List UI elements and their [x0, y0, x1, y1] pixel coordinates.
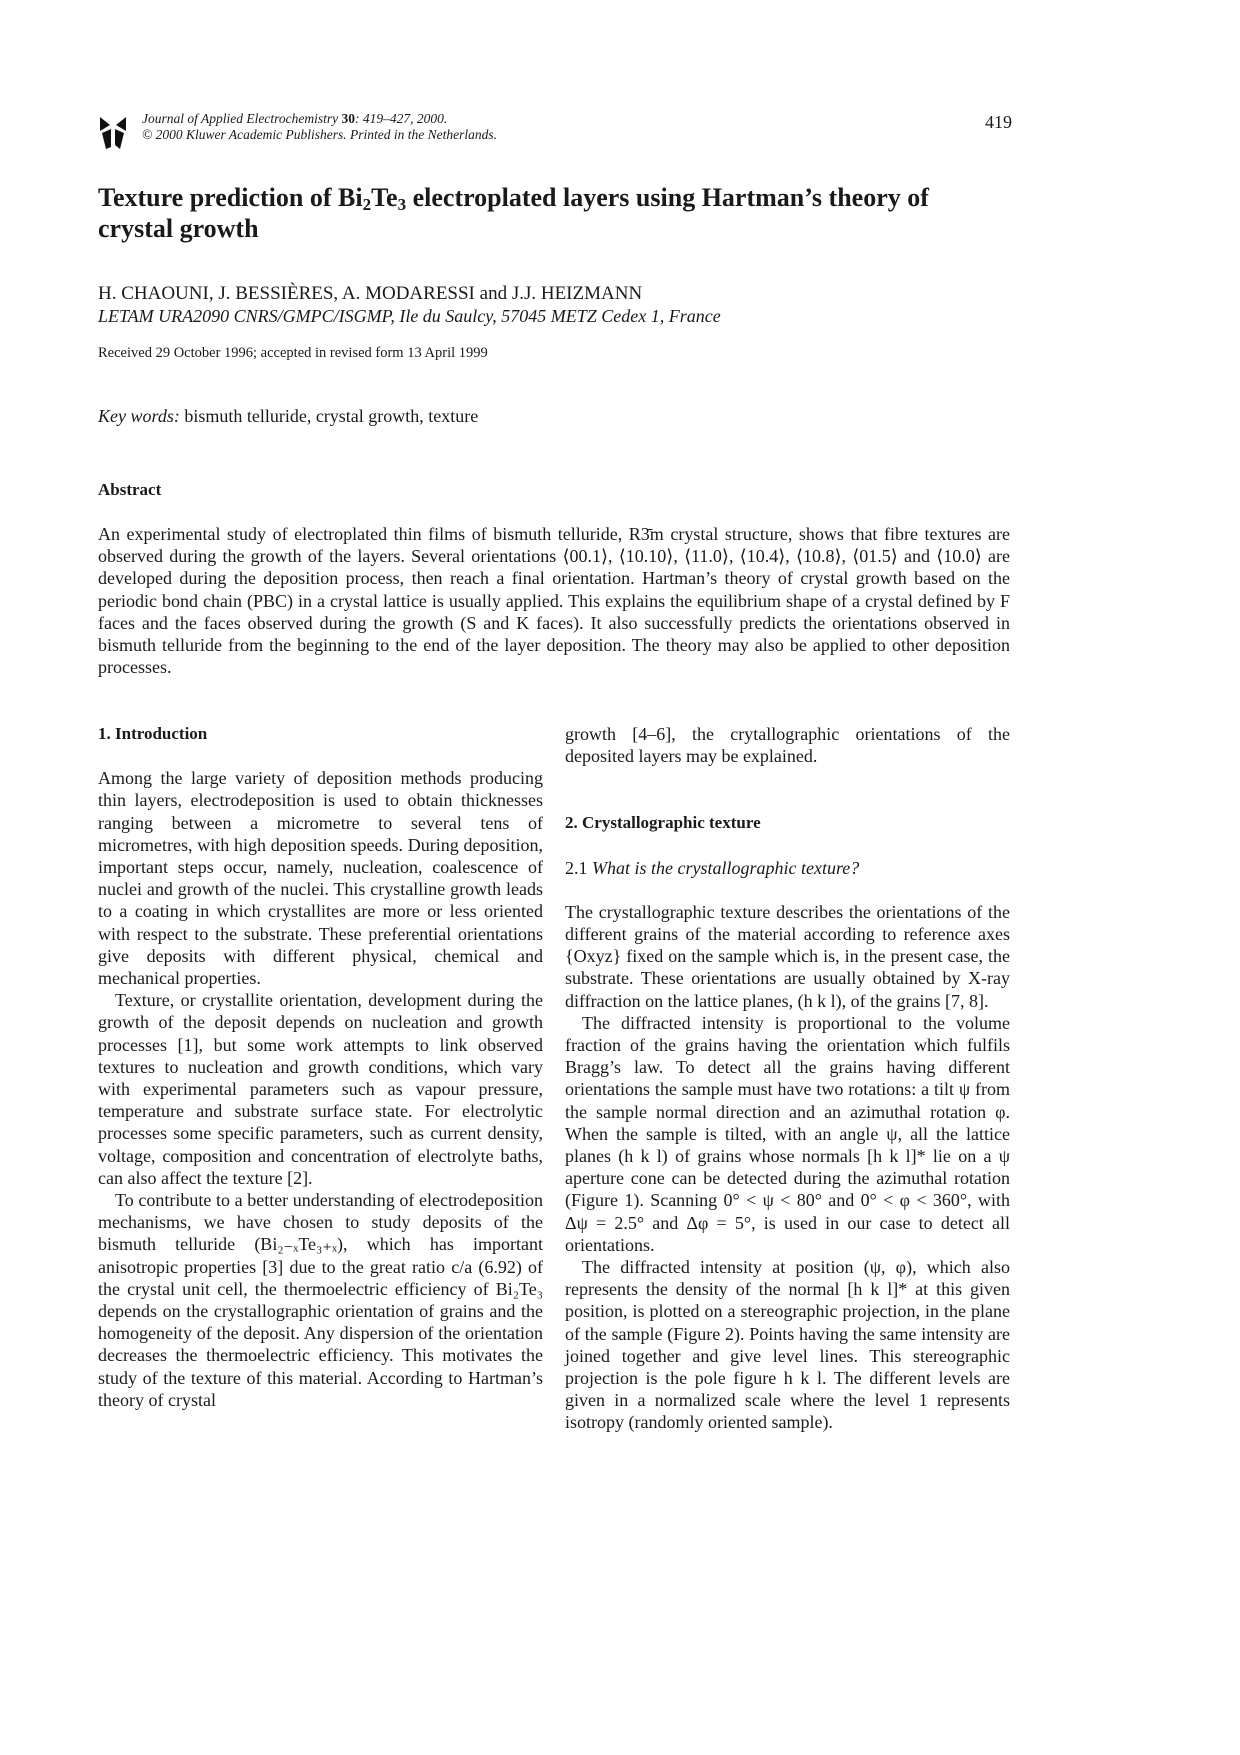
paper-title: Texture prediction of $Bi_2Te_3$ electroplated layers using Hartman’s theory of crystal growth	[98, 183, 929, 243]
page-number: 419	[985, 112, 1012, 132]
section-heading-introduction: 1. Introduction	[98, 724, 208, 743]
keywords-label: Key words:	[98, 406, 180, 426]
keywords-text: bismuth telluride, crystal growth, texture	[179, 406, 479, 426]
subsection-heading: 2.1 What is the crystallographic texture?	[565, 857, 860, 878]
paragraph: The diffracted intensity is proportional to the volume fraction of the grains having the orientation which fulfils Bragg’s law. To detect all the grains having different orientations the sample must have two rotations: a tilt ψ from the sample normal direction and an azimuthal rotation φ. When the sample is tilted, with an angle ψ, all the lattice planes (h k l) of grains whose normals [h k l]* lie on a ψ aperture cone can be detected during the azimuthal rotation (Figure 1). Scanning 0° < ψ < 80° and 0° < φ < 360°, with Δψ = 2.5° and Δφ = 5°, is used in our case to detect all orientations.	[565, 1012, 1010, 1255]
abstract-text: An experimental study of electroplated thin films of bismuth telluride, R3̄m crystal structure, shows that fibre textures are observed during the growth of the layers. Several orientations ⟨00.1⟩, ⟨10.10⟩, ⟨11.0⟩, ⟨10.4⟩, ⟨10.8⟩, ⟨01.5⟩ and ⟨10.0⟩ are developed during the deposition process, then reach a final orientation. Hartman’s theory of crystal growth based on the periodic bond chain (PBC) in a crystal lattice is usually applied. This explains the equilibrium shape of a crystal defined by F faces and the faces observed during the growth (S and K faces). It also successfully predicts the orientations observed in bismuth telluride from the beginning to the end of the layer deposition. The theory may also be applied to other deposition processes.	[98, 524, 1010, 678]
left-column	[98, 723, 543, 1411]
journal-name: Journal of Applied Electrochemistry	[142, 111, 339, 126]
journal-volume: 30	[341, 111, 355, 126]
paragraph: Among the large variety of deposition methods producing thin layers, electrodeposition is used to obtain thicknesses ranging between a micrometre to several tens of micrometres, with high deposition speeds. During deposition, important steps occur, namely, nucleation, coalescence of nuclei and growth of the nuclei. This crystalline growth leads to a coating in which crystallites are more or less oriented with respect to the substrate. These preferential orientations give deposits with different physical, chemical and mechanical properties.	[98, 768, 543, 989]
publisher-logo-icon	[98, 115, 128, 149]
journal-info	[142, 111, 497, 143]
keywords	[98, 406, 478, 427]
paragraph: growth [4–6], the crytallographic orientations of the deposited layers may be explained.	[565, 724, 1010, 767]
right-column	[565, 723, 1010, 1434]
abstract-heading: Abstract	[98, 480, 162, 499]
paragraph: The diffracted intensity at position (ψ, φ), which also represents the density of the normal [h k l]* at this given position, is plotted on a stereographic projection, in the plane of the sample (Figure 2). Points having the same intensity are joined together and give level lines. This stereographic projection is the pole figure h k l. The different levels are given in a normalized scale where the level 1 represents isotropy (randomly oriented sample).	[565, 1257, 1010, 1433]
received-date: Received 29 October 1996; accepted in revised form 13 April 1999	[98, 345, 488, 361]
journal-pages: : 419–427, 2000.	[354, 111, 448, 126]
affiliation: LETAM URA2090 CNRS/GMPC/ISGMP, Ile du Saulcy, 57045 METZ Cedex 1, France	[98, 306, 721, 326]
paragraph: To contribute to a better understanding of electrodeposition mechanisms, we have chosen to study deposits of the bismuth telluride (Bi₂₋ₓTe₃₊ₓ), which has important anisotropic properties [3] due to the great ratio c/a (6.92) of the crystal unit cell, the thermoelectric efficiency of Bi₂Te₃ depends on the crystallographic orientation of grains and the homogeneity of the deposit. Any dispersion of the orientation decreases the thermoelectric efficiency. This motivates the study of the texture of this material. According to Hartman’s theory of crystal	[98, 1190, 543, 1410]
copyright: © 2000 Kluwer Academic Publishers. Printed in the Netherlands.	[142, 127, 497, 142]
paragraph: Texture, or crystallite orientation, development during the growth of the deposit depends on nucleation and growth processes [1], but some work attempts to link observed textures to nucleation and growth conditions, which vary with experimental parameters such as vapour pressure, temperature and substrate surface state. For electrolytic processes some specific parameters, such as current density, voltage, composition and concentration of electrolyte baths, can also affect the texture [2].	[98, 990, 543, 1188]
authors: H. CHAOUNI, J. BESSIÈRES, A. MODARESSI and J.J. HEIZMANN	[98, 283, 643, 304]
section-heading-crystallographic-texture: 2. Crystallographic texture	[565, 813, 761, 833]
paragraph: The crystallographic texture describes the orientations of the different grains of the material according to reference axes {Oxyz} fixed on the sample which is, in the present case, the substrate. These orientations are usually obtained by X-ray diffraction on the lattice planes, (h k l), of the grains [7, 8].	[565, 901, 1010, 1011]
